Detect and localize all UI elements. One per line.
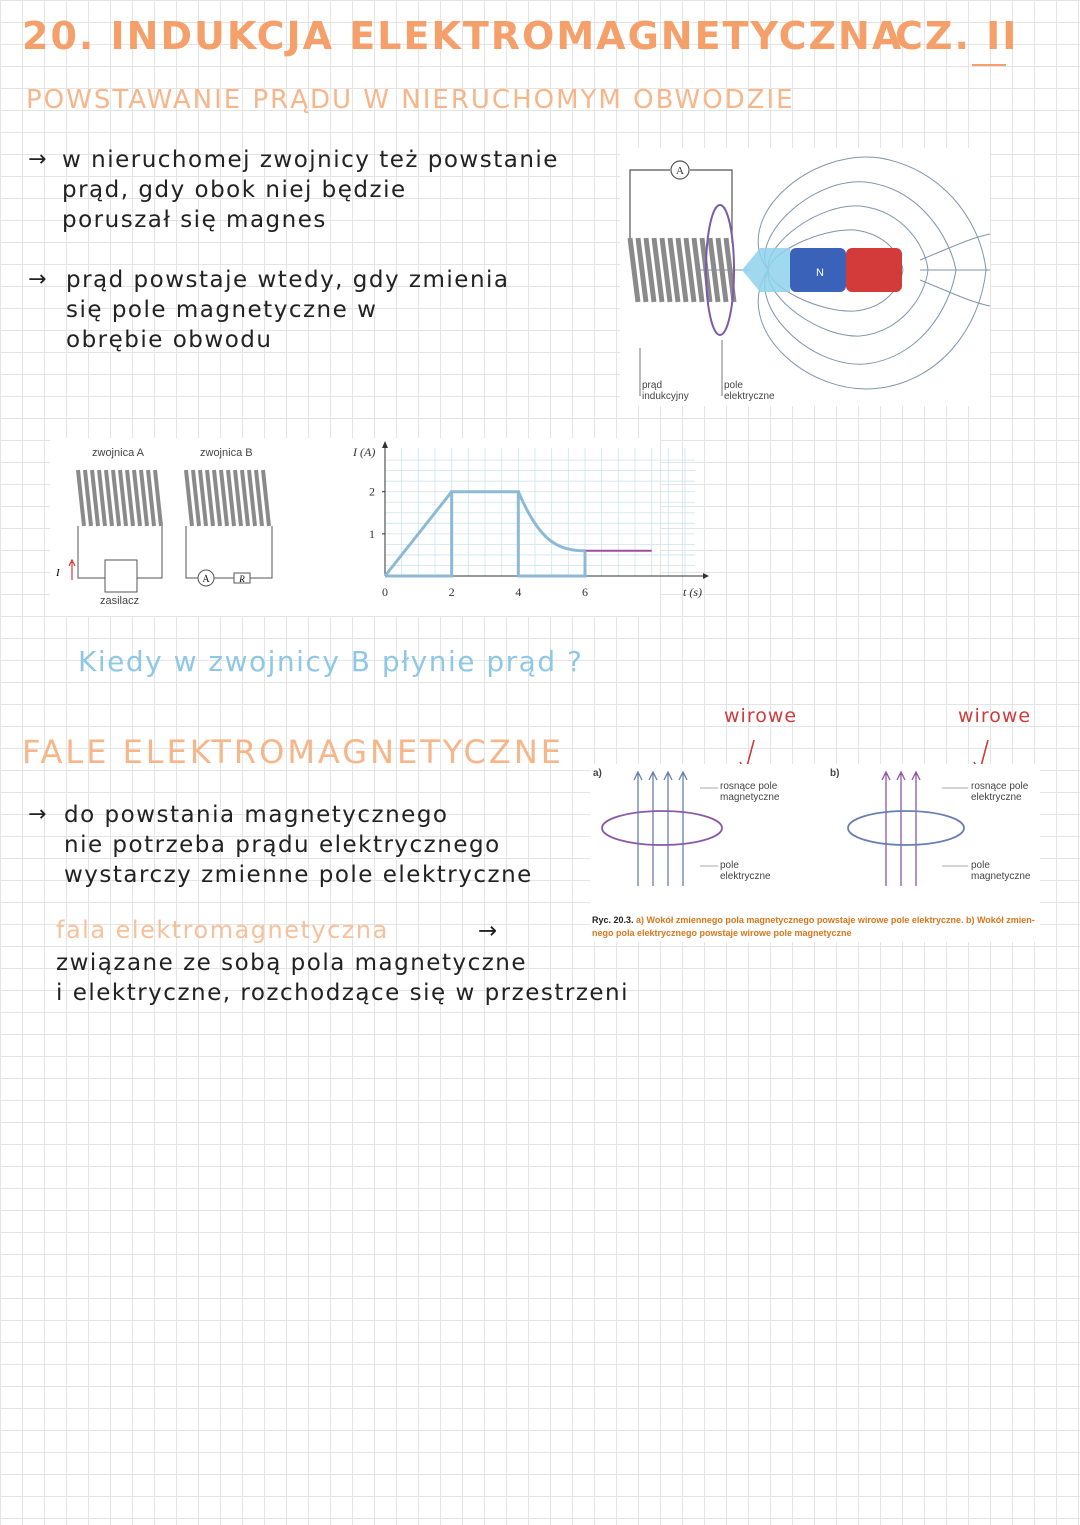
note-line: do powstania magnetycznego	[64, 802, 449, 828]
label-a-bottom: pole elektryczne	[720, 860, 771, 882]
panel-label-b: b)	[830, 768, 840, 779]
note-block-2	[28, 265, 618, 355]
page-title: 20. INDUKCJA ELEKTROMAGNETYCZNA	[22, 14, 904, 58]
svg-text:S: S	[905, 267, 913, 279]
label-b-top: rosnące pole elektryczne	[971, 781, 1029, 803]
note-line: prąd, gdy obok niej będzie	[62, 177, 407, 203]
magnet-south	[846, 248, 902, 292]
part-underline	[972, 64, 1006, 66]
part-number: CZ. II	[895, 14, 1019, 58]
arrow-right-icon: →	[28, 267, 48, 292]
definition-line: i elektryczne, rozchodzące się w przestrzeni	[56, 980, 630, 1006]
note-line: prąd powstaje wtedy, gdy zmienia	[66, 267, 510, 293]
x-axis-arrow-icon	[703, 573, 709, 579]
movement-arrow-icon	[742, 248, 790, 292]
current-time-chart	[290, 438, 702, 616]
definition-arrow-icon: →	[478, 918, 499, 944]
figure-caption: Ryc. 20.3. a) Wokół zmiennego pola magnetycznego powstaje wirowe pole elektryczne. b) Wokół zmien- nego pola elektrycznego powstaje wirowe pole magnetyczne	[592, 915, 1035, 938]
y-axis-arrow-icon	[382, 441, 388, 448]
y-axis-label: I (A)	[353, 445, 376, 459]
definition-line: związane ze sobą pola magnetyczne	[56, 950, 528, 976]
coils-figure	[50, 438, 702, 616]
y-tick-label: 2	[369, 484, 375, 499]
y-tick-label: 1	[369, 526, 375, 541]
note-line: nie potrzeba prądu elektrycznego	[64, 832, 501, 858]
definition-term: fala elektromagnetyczna	[56, 916, 389, 944]
label-coil-b: zwojnica B	[200, 447, 253, 459]
arrow-right-icon: →	[28, 802, 48, 827]
note-line: wystarczy zmienne pole elektryczne	[64, 862, 533, 888]
svg-text:A: A	[202, 574, 210, 585]
arrow-right-icon: →	[28, 147, 48, 172]
note-line: się pole magnetyczne w	[66, 297, 378, 323]
label-b-bottom: pole magnetyczne	[971, 860, 1031, 882]
note-block-3	[28, 800, 598, 890]
current-arrow-icon	[69, 560, 75, 580]
fields-figure	[590, 764, 1040, 942]
svg-text:N: N	[816, 267, 824, 279]
note-block-1	[28, 145, 608, 235]
svg-text:A: A	[676, 165, 684, 177]
label-electric-field: pole elektryczne	[724, 380, 775, 402]
x-axis-label: t (s)	[683, 585, 702, 599]
vortex-label-a: wirowe	[724, 705, 798, 727]
induction-diagram	[620, 148, 990, 406]
svg-text:I: I	[56, 567, 60, 579]
label-power-supply: zasilacz	[100, 595, 140, 607]
label-coil-a: zwojnica A	[92, 447, 144, 459]
note-line: poruszał się magnes	[62, 207, 327, 233]
x-tick-label: 2	[448, 585, 455, 599]
power-supply-icon	[105, 560, 137, 592]
coils-circuit	[50, 438, 290, 616]
label-induced-current: prąd indukcyjny	[642, 380, 689, 402]
note-line: w nieruchomej zwojnicy też powstanie	[62, 147, 559, 173]
x-tick-label: 4	[515, 585, 522, 599]
svg-text:R: R	[239, 574, 245, 584]
note-line: obrębie obwodu	[66, 327, 273, 353]
section-title: FALE ELEKTROMAGNETYCZNE	[22, 733, 564, 771]
induction-figure	[620, 148, 990, 406]
x-tick-label: 6	[582, 585, 588, 599]
definition-block	[56, 948, 736, 1008]
panel-label-a: a)	[593, 768, 602, 779]
section-subtitle: POWSTAWANIE PRĄDU W NIERUCHOMYM OBWODZIE	[26, 85, 795, 115]
label-a-top: rosnące pole magnetyczne	[720, 781, 780, 803]
x-tick-label: 0	[382, 585, 388, 599]
question-text: Kiedy w zwojnicy B płynie prąd ?	[78, 645, 584, 678]
vortex-label-b: wirowe	[958, 705, 1032, 727]
